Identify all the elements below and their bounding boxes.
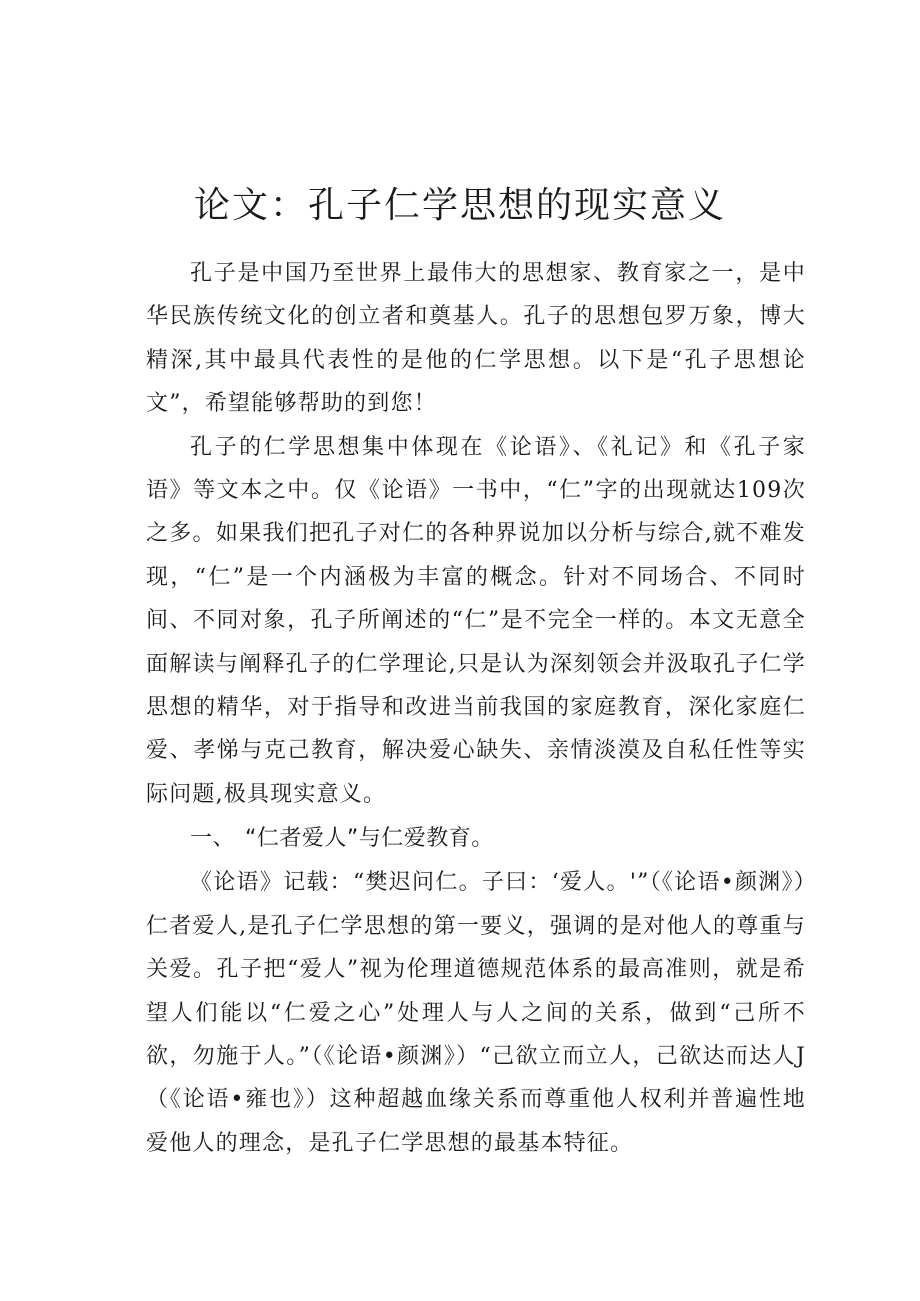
document-title: 论文：孔子仁学思想的现实意义	[193, 185, 726, 227]
body-paragraph: 孔子的仁学思想集中体现在《论语》、《礼记》和《孔子家语》等文本之中。仅《论语》一书中，“仁”字的出现就达109次之多。如果我们把孔子对仁的各种界说加以分析与综合,就不难发现，“仁”是一个内涵极为丰富的概念。针对不同场合、不同时间、不同对象，孔子所阐述的“仁”是不完全一样的。本文无意全面解读与阐释孔子的仁学理论,只是认为深刻领会并汲取孔子仁学思想的精华，对于指导和改进当前我国的家庭教育，深化家庭仁爱、孝悌与克己教育，解决爱心缺失、亲情淡漠及自私任性等实际问题,极具现实意义。	[146, 434, 806, 807]
section-paragraph: 《论语》记载：“樊迟问仁。子曰：‘爱人。'”（《论语•颜渊》）仁者爱人,是孔子仁学思想的第一要义，强调的是对他人的尊重与关爱。孔子把“爱人”视为伦理道德规范体系的最高准则，就是希望人们能以“仁爱之心”处理人与人之间的关系，做到“己所不欲，勿施于人。”（《论语•颜渊》）“己欲立而立人，己欲达而达人J（《论语•雍也》）这种超越血缘关系而尊重他人权利并普遍性地爱他人的理念，是孔子仁学思想的最基本特征。	[146, 870, 806, 1156]
document-body	[146, 252, 806, 1165]
section-number: 一、	[190, 826, 236, 852]
section-heading	[146, 816, 806, 861]
section-heading-text: “仁者爱人”与仁爱教育。	[245, 826, 494, 852]
intro-paragraph: 孔子是中国乃至世界上最伟大的思想家、教育家之一，是中华民族传统文化的创立者和奠基人。孔子的思想包罗万象，博大精深,其中最具代表性的是他的仁学思想。以下是“孔子思想论文”，希望能够帮助的到您！	[146, 261, 806, 417]
